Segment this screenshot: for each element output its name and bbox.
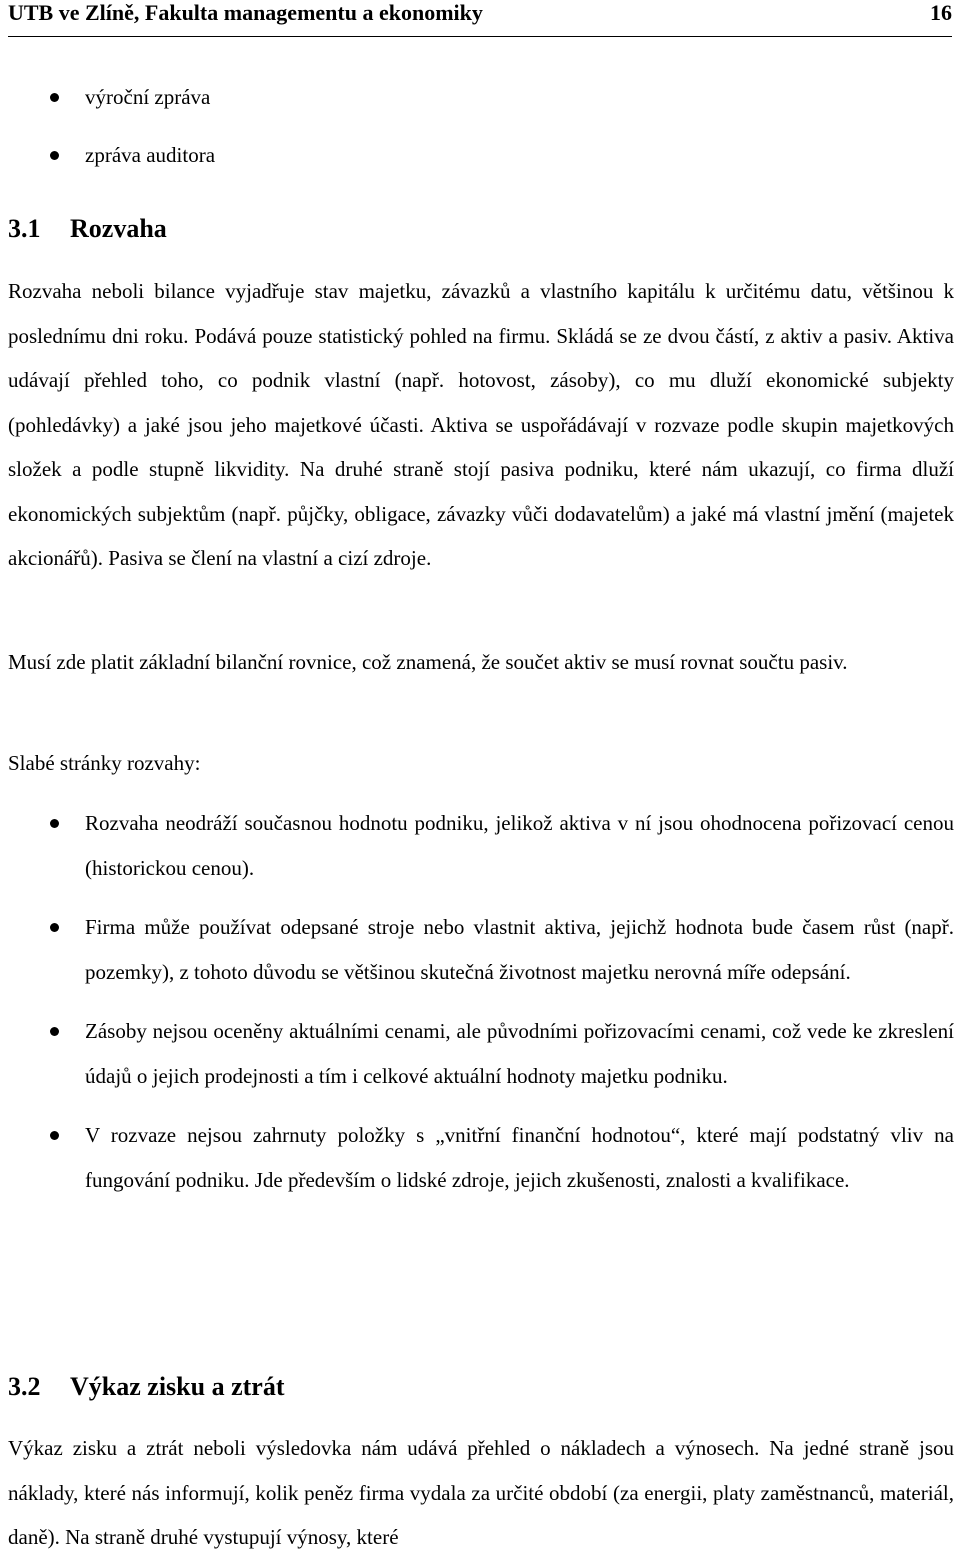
bullet-icon	[50, 151, 59, 160]
list-item-text: Rozvaha neodráží současnou hodnotu podniku, jelikož aktiva v ní jsou ohodnocena pořizovací cenou (historickou cenou).	[85, 811, 954, 880]
bullet-icon	[50, 819, 59, 828]
list-item-text: zpráva auditora	[85, 143, 216, 167]
list-item	[8, 905, 954, 994]
section-title: Rozvaha	[70, 214, 167, 243]
list-item	[8, 1113, 954, 1202]
bullet-icon	[50, 1027, 59, 1036]
list-item-text: Zásoby nejsou oceněny aktuálními cenami, ale původními pořizovacími cenami, což vede ke zkreslení údajů o jejich prodejnosti a tím i celkové aktuální hodnoty majetku podniku.	[85, 1019, 954, 1088]
bullet-icon	[50, 923, 59, 932]
section-title: Výkaz zisku a ztrát	[70, 1372, 285, 1401]
page-number: 16	[930, 0, 952, 25]
list-item	[8, 1009, 954, 1098]
weaknesses-label: Slabé stránky rozvahy:	[8, 751, 201, 775]
intro-bullet-list	[8, 75, 954, 177]
weaknesses-list	[8, 801, 954, 1202]
list-item-text: V rozvaze nejsou zahrnuty položky s „vnitřní finanční hodnotou“, které mají podstatný vliv na fungování podniku. Jde především o lidské zdroje, jejich zkušenosti, znalosti a kvalifikace.	[85, 1123, 954, 1192]
list-item-text: Firma může používat odepsané stroje nebo vlastnit aktiva, jejichž hodnota bude časem růst (např. pozemky), z tohoto důvodu se většinou skutečná životnost majetku nerovná míře odepsání.	[85, 915, 954, 984]
page-header	[8, 0, 952, 37]
header-title: UTB ve Zlíně, Fakulta managementu a ekonomiky	[8, 0, 483, 25]
list-item	[8, 133, 954, 177]
section-number: 3.1	[8, 214, 41, 243]
list-item-text: výroční zpráva	[85, 85, 211, 109]
section-heading-vykaz	[8, 1371, 284, 1403]
paragraph: Rozvaha neboli bilance vyjadřuje stav majetku, závazků a vlastního kapitálu k určitému datu, většinou k poslednímu dni roku. Podává pouze statistický pohled na firmu. Skládá se ze dvou částí, z aktiv a pasiv. Aktiva udávají přehled toho, co podnik vlastní (např. hotovost, zásoby), co mu dluží ekonomické subjekty (pohledávky) a jaké jsou jeho majetkové účasti. Aktiva se uspořádávají v rozvaze podle skupin majetkových složek a podle stupně likvidity. Na druhé straně stojí pasiva podniku, které nám ukazují, co firma dluží ekonomických subjektům (např. půjčky, obligace, závazky vůči dodavatelům) a jaké má vlastní jmění (majetek akcionářů). Pasiva se člení na vlastní a cizí zdroje.	[8, 279, 954, 570]
paragraph: Výkaz zisku a ztrát neboli výsledovka nám udává přehled o nákladech a výnosech. Na jedné straně jsou náklady, které nás informují, kolik peněz firma vydala za určité období (za energii, platy zaměstnanců, materiál, daně). Na straně druhé vystupují výnosy, které	[8, 1436, 954, 1549]
section-heading-rozvaha	[8, 213, 167, 245]
section-number: 3.2	[8, 1372, 41, 1401]
list-item	[8, 801, 954, 890]
bullet-icon	[50, 93, 59, 102]
bullet-icon	[50, 1131, 59, 1140]
list-item	[8, 75, 954, 119]
paragraph: Musí zde platit základní bilanční rovnice, což znamená, že součet aktiv se musí rovnat součtu pasiv.	[8, 650, 848, 674]
